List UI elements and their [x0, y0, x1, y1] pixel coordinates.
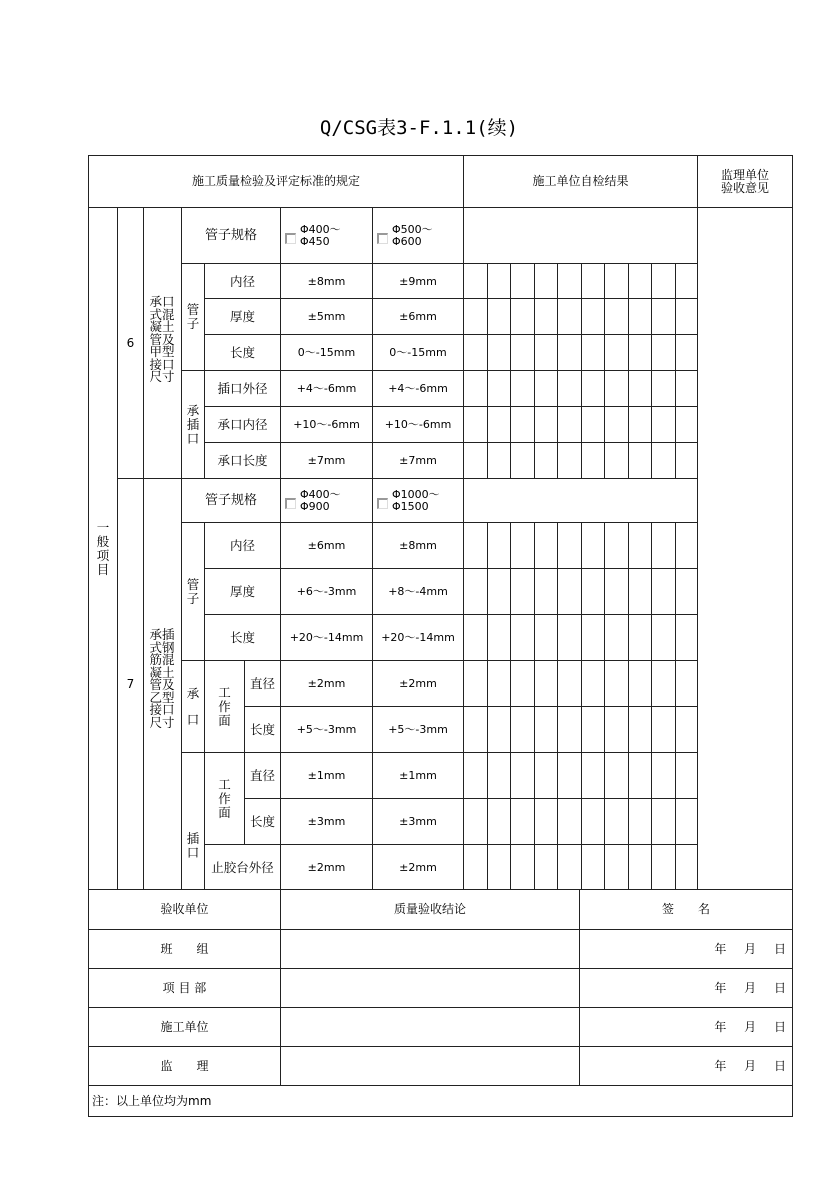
item7-row-value-a: +6～-3mm: [280, 568, 373, 615]
item6-row-check-cell[interactable]: [510, 334, 535, 371]
item7-spec-b: [372, 478, 464, 523]
item7-row-check-cell[interactable]: [675, 568, 699, 615]
item7-row-label: 直径: [244, 660, 281, 707]
item7-row-value-b: +20～-14mm: [372, 614, 464, 661]
item6-row-check-cell[interactable]: [534, 442, 558, 479]
item7-row-label: 长度: [244, 798, 281, 845]
item6-row-check-cell[interactable]: [557, 442, 582, 479]
item7-row-label: 直径: [244, 752, 281, 799]
acceptance-signature-date[interactable]: 年 月 日: [579, 1007, 793, 1047]
item6-row-check-cell[interactable]: [487, 406, 511, 443]
item6-self-check-spec[interactable]: [463, 207, 698, 264]
item6-name: 承口式混凝土管及甲型接口尺寸: [149, 294, 175, 384]
item6-spec-b-checkbox[interactable]: [377, 233, 388, 244]
item6-row-check-cell[interactable]: [628, 263, 652, 299]
item7-row-check-cell[interactable]: [604, 522, 629, 569]
item7-row-check-cell[interactable]: [487, 660, 511, 707]
item7-row-check-cell[interactable]: [651, 798, 676, 845]
item7-row-check-cell[interactable]: [628, 568, 652, 615]
item6-row-check-cell[interactable]: [604, 263, 629, 299]
item7-row-check-cell[interactable]: [651, 568, 676, 615]
item7-row-check-cell[interactable]: [487, 798, 511, 845]
item7-group-pipe: [181, 522, 205, 661]
item7-row-check-cell[interactable]: [651, 660, 676, 707]
item7-row-check-cell[interactable]: [675, 798, 699, 845]
item6-row-check-cell[interactable]: [604, 370, 629, 407]
item7-row-label: 厚度: [204, 568, 281, 615]
item6-row-value-a: ±8mm: [280, 263, 373, 299]
item6-row-check-cell[interactable]: [487, 298, 511, 335]
item6-row-label: 插口外径: [204, 370, 281, 407]
item7-row-check-cell[interactable]: [675, 752, 699, 799]
item7-row-check-cell[interactable]: [675, 844, 699, 891]
header-supervisor-text: 监理单位验收意见: [720, 167, 769, 195]
item7-row-check-cell[interactable]: [510, 568, 535, 615]
item7-row-check-cell[interactable]: [487, 752, 511, 799]
item7-row-check-cell[interactable]: [675, 614, 699, 661]
item7-row-check-cell[interactable]: [463, 660, 488, 707]
acceptance-unit: 施工单位: [88, 1007, 281, 1047]
item6-row-check-cell[interactable]: [557, 298, 582, 335]
item6-row-check-cell[interactable]: [487, 334, 511, 371]
item7-row-check-cell[interactable]: [675, 706, 699, 753]
item6-row-value-a: ±5mm: [280, 298, 373, 335]
item7-row-check-cell[interactable]: [604, 844, 629, 891]
item6-spec-label: 管子规格: [181, 207, 281, 264]
item7-row-check-cell[interactable]: [651, 706, 676, 753]
item6-row-check-cell[interactable]: [604, 298, 629, 335]
item7-row-value-a: +20～-14mm: [280, 614, 373, 661]
item7-row-value-b: +5～-3mm: [372, 706, 464, 753]
acceptance-col-sign: 签 名: [579, 889, 793, 930]
item6-row-check-cell[interactable]: [557, 263, 582, 299]
item7-row-check-cell[interactable]: [487, 844, 511, 891]
item7-row-check-cell[interactable]: [604, 568, 629, 615]
item7-row-check-cell[interactable]: [463, 568, 488, 615]
item7-row-check-cell[interactable]: [581, 844, 605, 891]
form-title: Q/CSG表3-F.1.1(续): [319, 117, 519, 139]
item6-group-pipe-label: 管子: [186, 302, 200, 331]
item6-row-check-cell[interactable]: [581, 442, 605, 479]
item7-row-value-b: ±2mm: [372, 844, 464, 891]
item7-row-check-cell[interactable]: [510, 614, 535, 661]
item7-row-check-cell[interactable]: [628, 752, 652, 799]
item6-row-value-b: ±7mm: [372, 442, 464, 479]
acceptance-conclusion-input[interactable]: [280, 968, 580, 1008]
item6-row-check-cell[interactable]: [487, 442, 511, 479]
item6-row-check-cell[interactable]: [675, 263, 699, 299]
item6-row-check-cell[interactable]: [675, 334, 699, 371]
item7-row-check-cell[interactable]: [510, 752, 535, 799]
item6-row-check-cell[interactable]: [628, 298, 652, 335]
item7-spec-b-checkbox[interactable]: [377, 498, 388, 509]
item6-row-check-cell[interactable]: [487, 370, 511, 407]
item7-row-check-cell[interactable]: [534, 660, 558, 707]
item7-row-check-cell[interactable]: [675, 522, 699, 569]
item6-row-check-cell[interactable]: [534, 263, 558, 299]
item7-name: 承插式钢筋混凝土管及乙型接口尺寸: [149, 627, 175, 730]
item7-row-check-cell[interactable]: [581, 660, 605, 707]
item7-row-check-cell[interactable]: [628, 844, 652, 891]
item7-row-label: 长度: [244, 706, 281, 753]
item6-row-check-cell[interactable]: [557, 370, 582, 407]
item7-spec-b-text: Φ1000～Φ1500: [392, 487, 440, 513]
acceptance-unit: 项 目 部: [88, 968, 281, 1008]
item6-row-label: 承口长度: [204, 442, 281, 479]
item6-row-check-cell[interactable]: [651, 334, 676, 371]
item6-row-value-a: +4～-6mm: [280, 370, 373, 407]
item7-row-check-cell[interactable]: [557, 660, 582, 707]
item7-group-bell: [181, 660, 205, 753]
item6-row-check-cell[interactable]: [581, 334, 605, 371]
item6-row-check-cell[interactable]: [463, 406, 488, 443]
item7-row-value-a: ±2mm: [280, 844, 373, 891]
item7-bell-work-face: [204, 660, 245, 753]
item7-self-check-spec[interactable]: [463, 478, 698, 523]
item6-group-socket: [181, 370, 205, 479]
item7-row-check-cell[interactable]: [487, 706, 511, 753]
item7-row-value-b: ±2mm: [372, 660, 464, 707]
item6-spec-b: [372, 207, 464, 264]
item7-row-check-cell[interactable]: [510, 706, 535, 753]
item7-row-check-cell[interactable]: [487, 568, 511, 615]
item7-row-check-cell[interactable]: [628, 522, 652, 569]
item6-row-label: 长度: [204, 334, 281, 371]
item6-row-check-cell[interactable]: [675, 370, 699, 407]
item6-row-value-a: ±7mm: [280, 442, 373, 479]
item6-row-check-cell[interactable]: [675, 298, 699, 335]
item7-row-value-a: ±6mm: [280, 522, 373, 569]
item6-row-check-cell[interactable]: [463, 334, 488, 371]
item6-row-check-cell[interactable]: [604, 334, 629, 371]
item7-row-check-cell[interactable]: [604, 614, 629, 661]
item7-row-check-cell[interactable]: [510, 660, 535, 707]
item7-row-check-cell[interactable]: [534, 798, 558, 845]
item7-row-check-cell[interactable]: [534, 752, 558, 799]
item7-row-check-cell[interactable]: [557, 706, 582, 753]
item6-spec-a-checkbox[interactable]: [285, 233, 296, 244]
item6-row-check-cell[interactable]: [581, 406, 605, 443]
item6-row-check-cell[interactable]: [604, 406, 629, 443]
item6-row-check-cell[interactable]: [534, 298, 558, 335]
item6-row-check-cell[interactable]: [675, 442, 699, 479]
item6-row-value-a: +10～-6mm: [280, 406, 373, 443]
item7-row-check-cell[interactable]: [604, 798, 629, 845]
item6-row-check-cell[interactable]: [675, 406, 699, 443]
item7-row-check-cell[interactable]: [534, 522, 558, 569]
item6-row-value-b: 0～-15mm: [372, 334, 464, 371]
acceptance-signature-date[interactable]: 年 月 日: [579, 929, 793, 969]
item7-row-check-cell[interactable]: [628, 706, 652, 753]
item7-row-check-cell[interactable]: [604, 706, 629, 753]
item6-row-check-cell[interactable]: [581, 263, 605, 299]
item7-row-value-a: ±1mm: [280, 752, 373, 799]
item6-row-check-cell[interactable]: [557, 334, 582, 371]
item6-row-value-b: ±6mm: [372, 298, 464, 335]
item6-spec-a: [280, 207, 373, 264]
footnote: 注：以上单位均为mm: [88, 1085, 793, 1117]
item7-row-check-cell[interactable]: [581, 798, 605, 845]
item7-row-check-cell[interactable]: [557, 844, 582, 891]
item7-row-check-cell[interactable]: [628, 614, 652, 661]
item7-row-check-cell[interactable]: [510, 798, 535, 845]
item7-row-check-cell[interactable]: [463, 706, 488, 753]
item7-name-cell: [143, 478, 182, 890]
item6-row-check-cell[interactable]: [463, 263, 488, 299]
item6-name-cell: [143, 207, 182, 479]
item7-row-check-cell[interactable]: [675, 660, 699, 707]
acceptance-col-conclusion: 质量验收结论: [280, 889, 580, 930]
item6-row-check-cell[interactable]: [463, 442, 488, 479]
item7-row-check-cell[interactable]: [651, 752, 676, 799]
item6-row-check-cell[interactable]: [651, 370, 676, 407]
item6-row-check-cell[interactable]: [463, 370, 488, 407]
item6-row-check-cell[interactable]: [510, 298, 535, 335]
item6-no: 6: [117, 207, 144, 479]
item7-spec-label: 管子规格: [181, 478, 281, 523]
item7-spec-a-text: Φ400～Φ900: [300, 487, 341, 513]
category-cell: [88, 207, 118, 890]
item7-group-pipe-label: 管子: [186, 576, 200, 606]
item6-row-value-b: ±9mm: [372, 263, 464, 299]
item7-row-check-cell[interactable]: [534, 614, 558, 661]
acceptance-conclusion-input[interactable]: [280, 929, 580, 969]
item7-row-label: 止胶台外径: [204, 844, 281, 891]
item7-row-check-cell[interactable]: [628, 798, 652, 845]
acceptance-unit: 班 组: [88, 929, 281, 969]
category-label: 一般项目: [96, 519, 110, 577]
item6-row-check-cell[interactable]: [651, 298, 676, 335]
item7-row-check-cell[interactable]: [557, 798, 582, 845]
item6-row-check-cell[interactable]: [463, 298, 488, 335]
header-self-check: 施工单位自检结果: [463, 155, 698, 208]
acceptance-conclusion-input[interactable]: [280, 1046, 580, 1087]
item6-row-label: 厚度: [204, 298, 281, 335]
item6-row-check-cell[interactable]: [534, 334, 558, 371]
item6-row-label: 内径: [204, 263, 281, 299]
item6-row-check-cell[interactable]: [534, 406, 558, 443]
item7-row-check-cell[interactable]: [487, 614, 511, 661]
header-standard: 施工质量检验及评定标准的规定: [88, 155, 464, 208]
item6-row-check-cell[interactable]: [510, 370, 535, 407]
item6-row-check-cell[interactable]: [628, 334, 652, 371]
item7-row-check-cell[interactable]: [534, 706, 558, 753]
item6-row-check-cell[interactable]: [581, 370, 605, 407]
item7-row-check-cell[interactable]: [581, 568, 605, 615]
acceptance-signature-date[interactable]: 年 月 日: [579, 1046, 793, 1087]
item6-row-check-cell[interactable]: [628, 406, 652, 443]
item7-row-check-cell[interactable]: [463, 844, 488, 891]
item7-group-spigot-label: 插口: [186, 831, 200, 860]
item7-row-check-cell[interactable]: [510, 522, 535, 569]
item6-group-socket-label: 承插口: [186, 402, 200, 446]
item7-row-check-cell[interactable]: [463, 614, 488, 661]
acceptance-signature-date[interactable]: 年 月 日: [579, 968, 793, 1008]
item6-row-check-cell[interactable]: [510, 442, 535, 479]
item7-row-check-cell[interactable]: [581, 614, 605, 661]
item6-row-check-cell[interactable]: [534, 370, 558, 407]
item7-row-value-b: ±3mm: [372, 798, 464, 845]
item7-row-check-cell[interactable]: [581, 706, 605, 753]
item6-row-value-b: +10～-6mm: [372, 406, 464, 443]
acceptance-col-unit: 验收单位: [88, 889, 281, 930]
item7-bell-work-face-label: 工作面: [218, 684, 231, 728]
item6-row-value-a: 0～-15mm: [280, 334, 373, 371]
item7-row-check-cell[interactable]: [557, 568, 582, 615]
item6-row-check-cell[interactable]: [557, 406, 582, 443]
item6-spec-b-text: Φ500～Φ600: [392, 222, 433, 248]
item7-spec-a: [280, 478, 373, 523]
item7-row-check-cell[interactable]: [651, 614, 676, 661]
acceptance-unit: 监 理: [88, 1046, 281, 1087]
item7-row-value-a: +5～-3mm: [280, 706, 373, 753]
item6-spec-a-text: Φ400～Φ450: [300, 222, 341, 248]
item6-row-value-b: +4～-6mm: [372, 370, 464, 407]
header-supervisor: [697, 155, 793, 208]
item6-row-label: 承口内径: [204, 406, 281, 443]
item7-row-check-cell[interactable]: [463, 522, 488, 569]
item7-no: 7: [117, 478, 144, 890]
item7-group-bell-label: 承口: [186, 685, 200, 727]
item7-spec-a-checkbox[interactable]: [285, 498, 296, 509]
item6-row-check-cell[interactable]: [628, 442, 652, 479]
item6-row-check-cell[interactable]: [510, 263, 535, 299]
supervisor-opinion-cell[interactable]: [697, 207, 793, 890]
item6-row-check-cell[interactable]: [651, 406, 676, 443]
item6-row-check-cell[interactable]: [487, 263, 511, 299]
item7-row-check-cell[interactable]: [463, 798, 488, 845]
item7-row-value-b: +8～-4mm: [372, 568, 464, 615]
item6-row-check-cell[interactable]: [510, 406, 535, 443]
item6-row-check-cell[interactable]: [604, 442, 629, 479]
item7-row-check-cell[interactable]: [487, 522, 511, 569]
item7-row-check-cell[interactable]: [534, 568, 558, 615]
item7-row-check-cell[interactable]: [510, 844, 535, 891]
item7-row-value-a: ±2mm: [280, 660, 373, 707]
acceptance-conclusion-input[interactable]: [280, 1007, 580, 1047]
item7-spigot-work-face-label: 工作面: [218, 776, 231, 820]
item7-row-check-cell[interactable]: [557, 522, 582, 569]
item7-row-check-cell[interactable]: [463, 752, 488, 799]
item6-row-check-cell[interactable]: [581, 298, 605, 335]
item6-row-check-cell[interactable]: [651, 263, 676, 299]
item7-row-value-a: ±3mm: [280, 798, 373, 845]
item7-row-value-b: ±1mm: [372, 752, 464, 799]
item7-row-check-cell[interactable]: [581, 752, 605, 799]
item7-row-check-cell[interactable]: [557, 614, 582, 661]
item6-row-check-cell[interactable]: [628, 370, 652, 407]
item7-row-check-cell[interactable]: [651, 844, 676, 891]
item7-group-spigot: [181, 752, 205, 890]
item7-row-check-cell[interactable]: [534, 844, 558, 891]
item7-row-check-cell[interactable]: [557, 752, 582, 799]
item7-row-label: 内径: [204, 522, 281, 569]
item7-row-check-cell[interactable]: [651, 522, 676, 569]
item7-row-check-cell[interactable]: [581, 522, 605, 569]
item7-row-check-cell[interactable]: [628, 660, 652, 707]
item7-row-value-b: ±8mm: [372, 522, 464, 569]
item7-row-check-cell[interactable]: [604, 752, 629, 799]
item7-row-label: 长度: [204, 614, 281, 661]
item6-group-pipe: [181, 263, 205, 371]
item6-row-check-cell[interactable]: [651, 442, 676, 479]
item7-row-check-cell[interactable]: [604, 660, 629, 707]
item7-spigot-work-face: [204, 752, 245, 845]
